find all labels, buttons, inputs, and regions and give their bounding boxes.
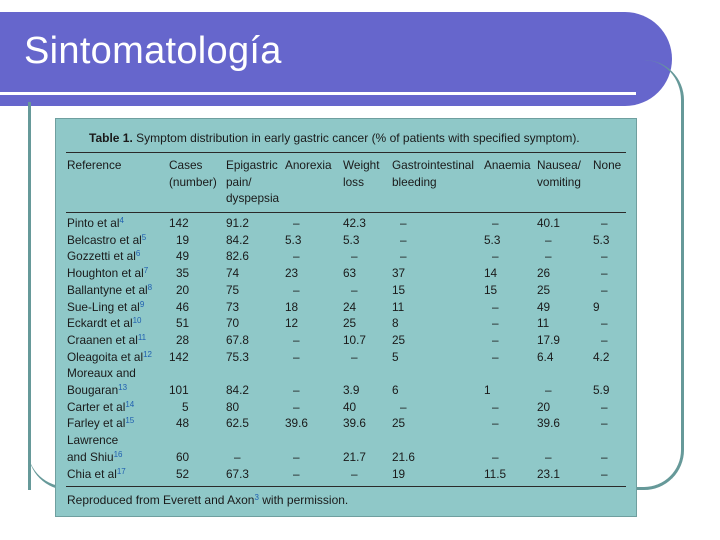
cell-weight-loss: 42.3	[343, 216, 366, 230]
cell-anaemia: –	[492, 416, 499, 431]
row-reference	[67, 349, 152, 366]
header-epigastric-pain: Epigastric	[226, 158, 278, 172]
cell-anorexia: –	[293, 449, 300, 464]
cell-anorexia: –	[293, 332, 300, 347]
row-reference	[67, 282, 152, 299]
table-caption	[89, 131, 580, 145]
cell-gi-bleeding: –	[400, 216, 407, 230]
cell-none: 4.2	[593, 349, 610, 364]
cell-anaemia: –	[492, 299, 499, 314]
cell-epigastric-pain: 84.2	[226, 232, 249, 247]
footnote-ref: 3	[254, 493, 259, 502]
row-reference	[67, 265, 148, 282]
cell-cases: 19	[176, 232, 190, 247]
cell-cases: 49	[176, 249, 190, 264]
reference-number: 16	[113, 449, 123, 459]
cell-epigastric-pain: –	[234, 449, 241, 464]
cell-nausea-vomiting: 39.6	[537, 416, 560, 431]
header-epigastric-pain: dyspepsia	[226, 191, 280, 206]
row-reference	[67, 466, 126, 483]
cell-nausea-vomiting: 20	[537, 399, 551, 414]
reference-number: 4	[119, 216, 124, 225]
cell-epigastric-pain: 82.6	[226, 249, 249, 264]
cell-nausea-vomiting: 25	[537, 282, 551, 297]
cell-anaemia: 1	[484, 383, 491, 397]
cell-nausea-vomiting: 49	[537, 299, 551, 314]
cell-gi-bleeding: 15	[392, 282, 406, 297]
row-reference	[67, 299, 144, 316]
cell-gi-bleeding: –	[400, 399, 407, 414]
cell-gi-bleeding: 21.6	[392, 449, 415, 464]
cell-weight-loss: 3.9	[343, 383, 360, 397]
bottom-rule	[66, 486, 626, 487]
header-weight-loss: Weight	[343, 158, 380, 172]
cell-anaemia: –	[492, 249, 499, 264]
footnote-text-end: with permission.	[258, 493, 349, 507]
reference-number: 12	[143, 349, 152, 359]
table-label: Table 1.	[89, 131, 133, 145]
reference-name: Craanen et al	[67, 332, 138, 347]
cell-anorexia: 12	[285, 316, 299, 331]
cell-cases: 142	[169, 216, 189, 230]
reference-name: Oleagoita et al	[67, 349, 144, 364]
cell-nausea-vomiting: 26	[537, 266, 551, 281]
cell-gi-bleeding: 6	[392, 383, 399, 397]
reference-number: 5	[141, 232, 147, 242]
cell-nausea-vomiting: –	[545, 249, 552, 264]
header-cases: Cases	[169, 158, 203, 172]
row-reference	[67, 215, 124, 232]
cell-anaemia: 14	[484, 266, 498, 281]
cell-anorexia: –	[293, 216, 300, 230]
cell-nausea-vomiting: 23.1	[537, 466, 560, 481]
cell-weight-loss: 21.7	[343, 449, 366, 464]
cell-cases: 28	[176, 332, 190, 347]
cell-anorexia: –	[293, 399, 300, 414]
row-reference	[67, 248, 140, 265]
cell-anorexia: –	[293, 249, 300, 264]
row-reference	[67, 332, 146, 349]
cell-gi-bleeding: 11	[392, 299, 405, 314]
cell-cases: 48	[176, 416, 190, 431]
cell-anorexia: –	[293, 466, 300, 481]
cell-epigastric-pain: 75.3	[226, 349, 249, 364]
cell-epigastric-pain: 67.3	[226, 466, 249, 481]
cell-cases: 101	[169, 383, 189, 397]
reference-number: 6	[135, 249, 141, 259]
table-card	[55, 118, 637, 517]
header-anorexia: Anorexia	[285, 158, 332, 172]
cell-epigastric-pain: 75	[226, 282, 240, 297]
cell-anaemia: –	[492, 216, 499, 230]
cell-gi-bleeding: 25	[392, 416, 406, 431]
reference-number: 9	[139, 299, 145, 309]
cell-none: 5.3	[593, 232, 610, 247]
footnote-text: Reproduced from Everett and Axon	[67, 493, 255, 507]
cell-weight-loss: –	[351, 249, 358, 264]
cell-none: –	[601, 416, 608, 431]
header-nausea-vomiting: vomiting	[537, 174, 581, 189]
cell-anaemia: 15	[484, 282, 498, 297]
table-caption-text: Symptom distribution in early gastric cancer (% of patients with specified symptom).	[136, 131, 580, 145]
cell-anorexia: 23	[285, 266, 299, 281]
cell-weight-loss: 63	[343, 266, 357, 281]
row-reference	[67, 415, 134, 432]
cell-none: 9	[593, 299, 600, 314]
reference-name: Bougaran	[67, 383, 119, 397]
cell-none: 5.9	[593, 383, 610, 397]
cell-gi-bleeding: 37	[392, 266, 406, 281]
cell-nausea-vomiting: 6.4	[537, 349, 554, 364]
caption-rule	[66, 152, 626, 153]
reference-number: 17	[116, 466, 126, 476]
header-epigastric-pain: pain/	[226, 174, 252, 189]
cell-anaemia: 11.5	[484, 466, 507, 481]
cell-anaemia: –	[492, 399, 499, 414]
reference-name: Sue-Ling et al	[67, 299, 140, 314]
cell-anorexia: –	[293, 349, 300, 364]
reference-number: 8	[147, 282, 153, 292]
cell-anorexia: 39.6	[285, 416, 308, 431]
cell-none: –	[601, 282, 608, 297]
reference-number: 15	[125, 416, 135, 426]
reference-name: Eckardt et al	[67, 316, 133, 331]
reference-name: Ballantyne et al	[67, 282, 148, 297]
cell-gi-bleeding: 25	[392, 332, 406, 347]
header-reference: Reference	[67, 158, 122, 172]
cell-epigastric-pain: 67.8	[226, 332, 249, 347]
row-reference: Lawrence	[67, 433, 119, 448]
cell-cases: 60	[176, 449, 190, 464]
header-nausea-vomiting: Nausea/	[537, 158, 581, 172]
reference-number: 13	[118, 383, 128, 392]
cell-none: –	[601, 399, 608, 414]
reference-name: Carter et al	[67, 399, 126, 414]
cell-weight-loss: 40	[343, 399, 357, 414]
reference-name: Belcastro et al	[67, 232, 142, 247]
cell-anorexia: –	[293, 282, 300, 297]
cell-weight-loss: 5.3	[343, 232, 360, 247]
cell-none: –	[601, 216, 608, 230]
reference-name: Farley et al	[67, 416, 126, 431]
cell-epigastric-pain: 80	[226, 399, 240, 414]
cell-epigastric-pain: 70	[226, 316, 240, 331]
reference-number: 7	[143, 266, 149, 276]
cell-anaemia: –	[492, 349, 499, 364]
cell-nausea-vomiting: 40.1	[537, 216, 560, 230]
cell-cases: 20	[176, 282, 190, 297]
cell-none: –	[601, 466, 608, 481]
cell-none: –	[601, 332, 608, 347]
cell-epigastric-pain: 84.2	[226, 383, 249, 397]
reference-number: 14	[125, 399, 135, 409]
cell-nausea-vomiting: –	[545, 232, 552, 247]
row-reference	[67, 382, 127, 399]
reference-number: 11	[137, 332, 147, 342]
cell-anorexia: 18	[285, 299, 299, 314]
cell-nausea-vomiting: –	[545, 449, 552, 464]
row-reference	[67, 399, 134, 416]
cell-weight-loss: 10.7	[343, 332, 366, 347]
cell-anorexia: –	[293, 383, 300, 397]
cell-nausea-vomiting: 17.9	[537, 332, 560, 347]
header-gi-bleeding: bleeding	[392, 174, 437, 189]
reference-name: Pinto et al	[67, 216, 120, 230]
cell-cases: 35	[176, 266, 190, 281]
slide-title: Sintomatología	[24, 30, 282, 72]
cell-weight-loss: 39.6	[343, 416, 366, 431]
reference-name: Chia et al	[67, 466, 117, 481]
cell-nausea-vomiting: –	[545, 383, 552, 397]
cell-epigastric-pain: 91.2	[226, 216, 249, 230]
cell-epigastric-pain: 74	[226, 266, 240, 281]
cell-weight-loss: 24	[343, 299, 357, 314]
reference-number: 10	[132, 316, 142, 326]
cell-weight-loss: –	[351, 466, 358, 481]
cell-none: –	[601, 249, 608, 264]
header-weight-loss: loss	[343, 174, 364, 189]
table-footnote	[67, 493, 348, 507]
header-rule	[66, 212, 626, 213]
cell-epigastric-pain: 73	[226, 299, 240, 314]
header-cases: (number)	[169, 174, 217, 189]
cell-none: –	[601, 266, 608, 281]
cell-none: –	[601, 316, 608, 331]
cell-gi-bleeding: 19	[392, 466, 406, 481]
row-reference: Moreaux and	[67, 366, 136, 381]
decorative-frame-left	[28, 102, 31, 490]
cell-epigastric-pain: 62.5	[226, 416, 249, 431]
row-reference	[67, 315, 141, 332]
reference-name: and Shiu	[67, 449, 114, 464]
cell-weight-loss: –	[351, 349, 358, 364]
row-reference	[67, 232, 146, 249]
cell-gi-bleeding: –	[400, 249, 407, 264]
cell-anaemia: 5.3	[484, 232, 501, 247]
header-anaemia: Anaemia	[484, 158, 531, 172]
reference-name: Gozzetti et al	[67, 249, 136, 264]
cell-cases: 5	[182, 399, 189, 414]
cell-anaemia: –	[492, 449, 499, 464]
cell-nausea-vomiting: 11	[537, 316, 550, 331]
cell-anorexia: 5.3	[285, 232, 302, 247]
cell-cases: 52	[176, 466, 190, 481]
cell-gi-bleeding: –	[400, 232, 407, 247]
cell-weight-loss: –	[351, 282, 358, 297]
cell-cases: 51	[176, 316, 190, 331]
reference-name: Houghton et al	[67, 266, 144, 281]
header-none: None	[593, 158, 622, 172]
cell-weight-loss: 25	[343, 316, 357, 331]
cell-cases: 142	[169, 349, 189, 364]
cell-gi-bleeding: 8	[392, 316, 399, 331]
cell-gi-bleeding: 5	[392, 349, 399, 364]
cell-none: –	[601, 449, 608, 464]
row-reference	[67, 449, 122, 466]
cell-cases: 46	[176, 299, 190, 314]
cell-anaemia: –	[492, 316, 499, 331]
cell-anaemia: –	[492, 332, 499, 347]
header-gi-bleeding: Gastrointestinal	[392, 158, 474, 172]
